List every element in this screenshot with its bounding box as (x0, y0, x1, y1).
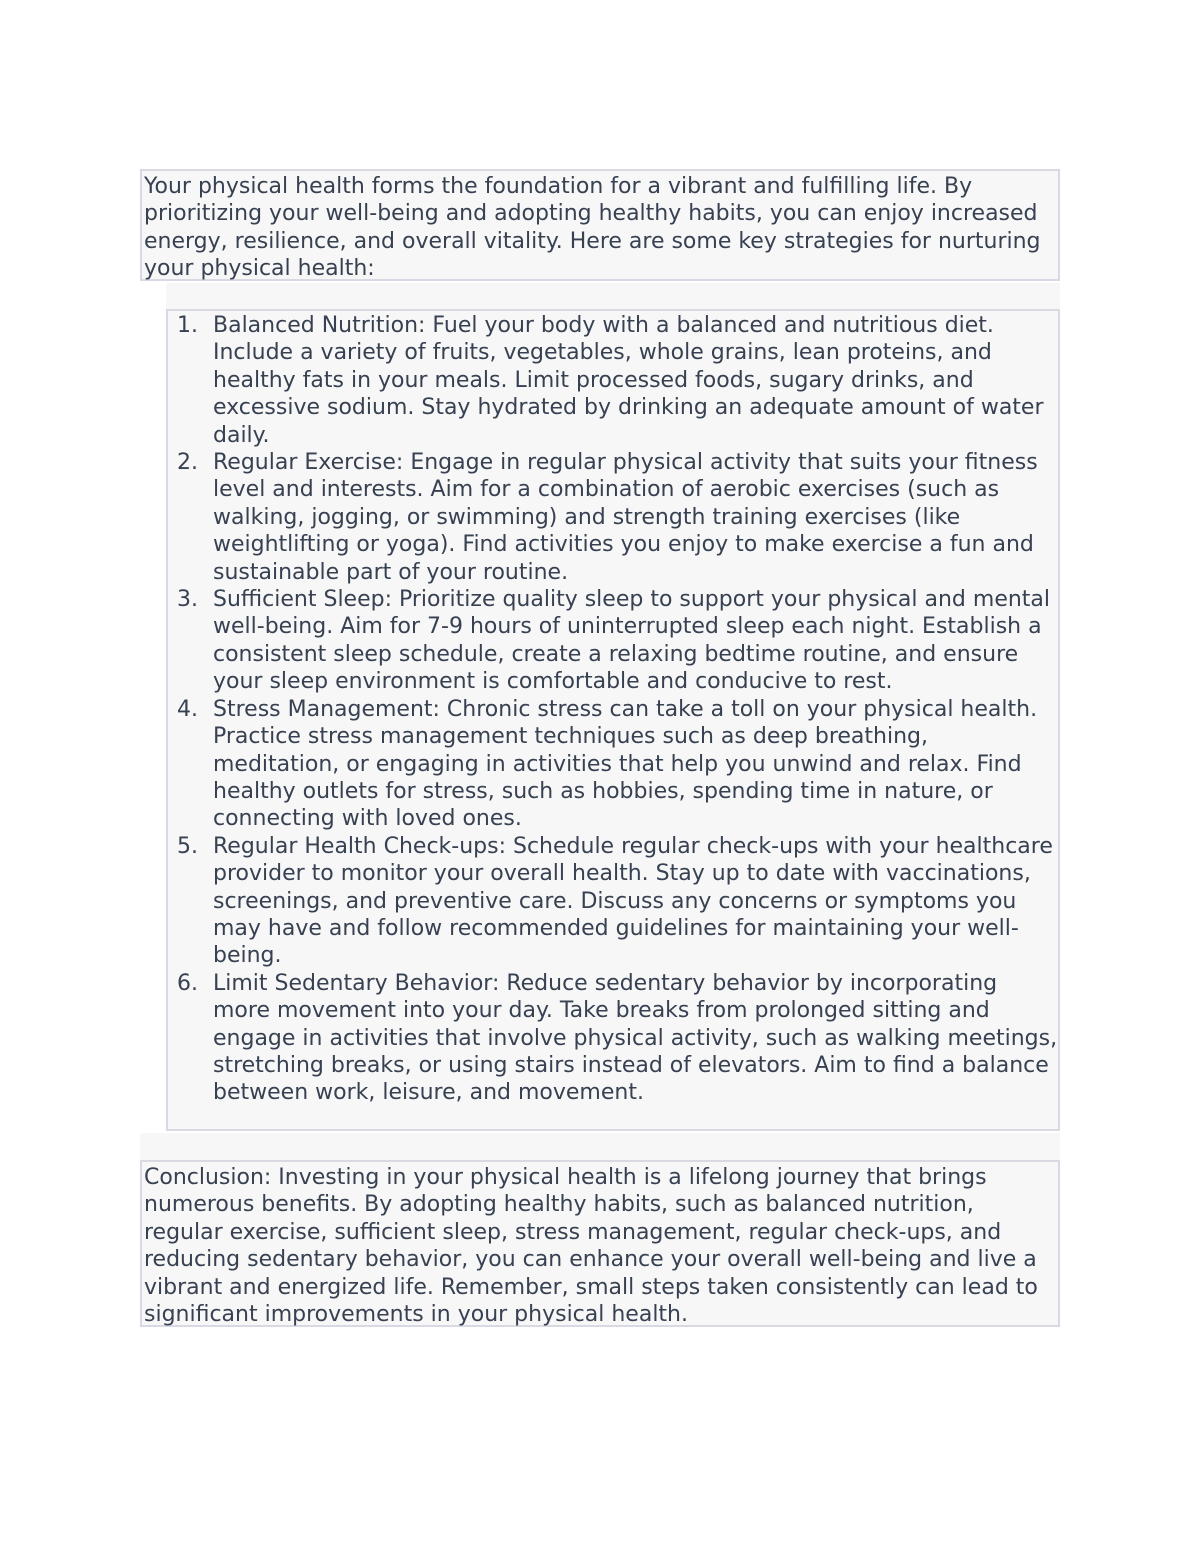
strategies-block (166, 309, 1060, 1131)
list-item-number: 6. (177, 970, 198, 996)
intro-block (140, 169, 1060, 281)
list-item-number: 2. (177, 450, 198, 476)
list-item-text: Balanced Nutrition: Fuel your body with a balanced and nutritious diet. Include a variety of fruits, vegetables, whole grains, lean proteins, and healthy fats in your meals. Limit processed foods, sugary drinks, and excessive sodium. Stay hydrated by drinking an adequate amount of water daily. (213, 313, 1044, 448)
list-item (168, 696, 1058, 833)
intro-paragraph: Your physical health forms the foundation for a vibrant and fulfilling life. By prioritizing your well-being and adopting healthy habits, you can enjoy increased energy, resilience, and overall vitality. Here are some key strategies for nurturing your physical health: (144, 174, 1041, 282)
list-item-number: 3. (177, 587, 198, 613)
list-item-text: Limit Sedentary Behavior: Reduce sedentary behavior by incorporating more movement into your day. Take breaks from prolonged sitting and engage in activities that involve physical activity, such as walking meetings, stretching breaks, or using stairs instead of elevators. Aim to find a balance between work, leisure, and movement. (213, 970, 1058, 1106)
strategies-list (168, 312, 1058, 1107)
block-spacer (140, 1133, 1060, 1160)
conclusion-block (140, 1160, 1060, 1327)
list-item-text: Sufficient Sleep: Prioritize quality sleep to support your physical and mental well-being. Aim for 7-9 hours of uninterrupted sleep each night. Establish a consistent sleep schedule, create a relaxing bedtime routine, and ensure your sleep environment is comfortable and conducive to rest. (213, 587, 1051, 695)
list-item-number: 1. (177, 313, 198, 338)
list-item-text: Stress Management: Chronic stress can take a toll on your physical health. Practice stress management techniques such as deep breathing, meditation, or engaging in activities that help you unwind and relax. Find healthy outlets for stress, such as hobbies, spending time in nature, or connecting with loved ones. (213, 696, 1038, 832)
list-item-text: Regular Health Check-ups: Schedule regular check-ups with your healthcare provider to monitor your overall health. Stay up to date with vaccinations, screenings, and preventive care. Discuss any concerns or symptoms you may have and follow recommended guidelines for maintaining your well-being. (213, 833, 1053, 969)
list-item (168, 586, 1058, 696)
list-item-text: Regular Exercise: Engage in regular physical activity that suits your fitness level and interests. Aim for a combination of aerobic exercises (such as walking, jogging, or swimming) and strength training exercises (like weightlifting or yoga). Find activities you enjoy to make exercise a fun and sustainable part of your routine. (213, 450, 1038, 585)
list-item (168, 449, 1058, 586)
list-item (168, 312, 1058, 449)
list-item-number: 4. (177, 696, 198, 722)
list-item-number: 5. (177, 833, 198, 859)
conclusion-paragraph: Conclusion: Investing in your physical health is a lifelong journey that brings numerous benefits. By adopting healthy habits, such as balanced nutrition, regular exercise, sufficient sleep, stress management, regular check-ups, and reducing sedentary behavior, you can enhance your overall well-being and live a vibrant and energized life. Remember, small steps taken consistently can lead to significant improvements in your physical health. (144, 1165, 1038, 1328)
block-spacer (166, 283, 1060, 309)
list-item (168, 833, 1058, 970)
list-item (168, 970, 1058, 1107)
